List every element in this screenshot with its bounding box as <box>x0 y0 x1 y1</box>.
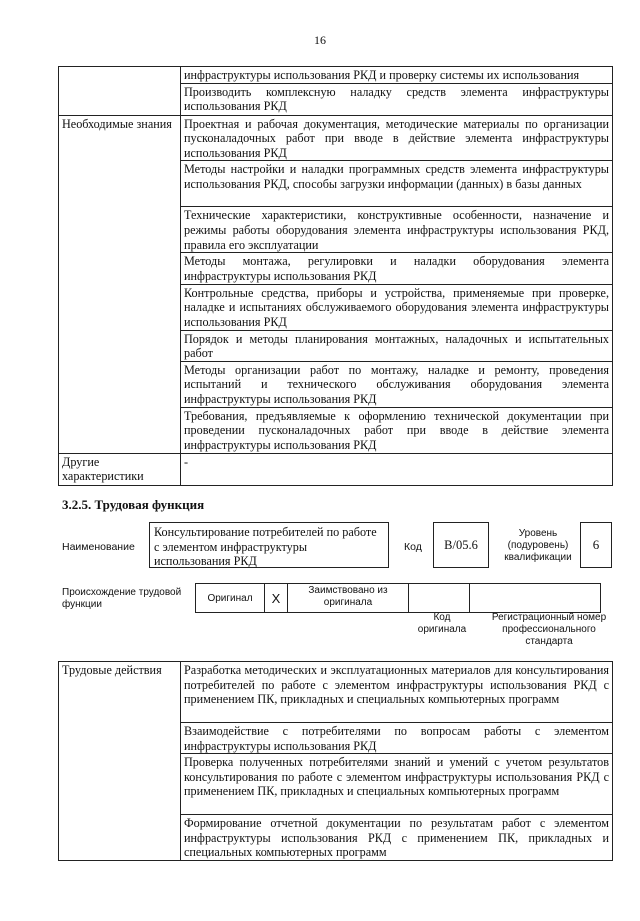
table-row <box>59 662 613 723</box>
row-text: Требования, предъявляемые к оформлению технической документации при проведении пусконаладочных работ при вводе в действие элемента инфраструктуры использования РКД <box>181 407 613 453</box>
row-text: Технические характеристики, конструктивные особенности, назначение и режимы работы оборудования элемента инфраструктуры использования РКД, правила его эксплуатации <box>181 207 613 253</box>
row-label-other: Другие характеристики <box>59 453 181 485</box>
level-value-box: 6 <box>580 522 612 568</box>
level-label: Уровень (подуровень) квалификации <box>504 528 572 563</box>
row-text: Методы монтажа, регулировки и наладки оборудования элемента инфраструктуры использования РКД <box>181 253 613 284</box>
row-label <box>59 67 181 116</box>
table-row <box>59 67 613 84</box>
function-name-box: Консультирование потребителей по работе с элементом инфраструктуры использования РКД <box>149 522 389 568</box>
labor-actions-table <box>58 661 613 861</box>
knowledge-table <box>58 66 613 486</box>
function-code-box: B/05.6 <box>433 522 489 568</box>
row-text: Проектная и рабочая документация, методические материалы по организации пусконаладочных работ при вводе в действие элемента инфраструктуры использования РКД <box>181 115 613 161</box>
reg-number-label: Регистрационный номер профессионального стандарта <box>491 612 607 647</box>
row-text: Порядок и методы планирования монтажных, наладочных и испытательных работ <box>181 330 613 361</box>
name-label: Наименование <box>62 541 135 553</box>
code-label: Код <box>404 541 422 553</box>
borrowed-label: Заимствовано из оригинала <box>288 584 409 613</box>
row-text: - <box>181 453 613 485</box>
table-row <box>59 115 613 161</box>
row-text: Контрольные средства, приборы и устройства, применяемые при проверке, наладке и испытаниях обслуживаемого оборудования элемента инфраструктуры использования РКД <box>181 284 613 330</box>
code-original-label: Код оригинала <box>417 612 467 635</box>
row-text: Методы настройки и наладки программных средств элемента инфраструктуры использования РКД, способы загрузки информации (данных) в базы данных <box>181 161 613 207</box>
row-text: Разработка методических и эксплуатационных материалов для консультирования потребителей по работе с элементом инфраструктуры использования РКД с применением ПК, прикладных и специальных компьютерных программ <box>181 662 613 723</box>
page-number: 16 <box>314 33 326 47</box>
row-text: инфраструктуры использования РКД и проверку системы их использования <box>181 67 613 84</box>
origin-label: Происхождение трудовой функции <box>62 587 182 610</box>
origin-table <box>195 583 601 613</box>
original-mark: X <box>265 584 288 613</box>
row-label-knowledge: Необходимые знания <box>59 115 181 453</box>
code-original-cell <box>409 584 470 613</box>
row-text: Формирование отчетной документации по результатам работ с элементом инфраструктуры использования РКД с применением ПК, прикладных и специальных компьютерных программ <box>181 815 613 861</box>
row-text: Проверка полученных потребителями знаний и умений с учетом результатов консультирования по работе с элементом инфраструктуры использования РКД с применением ПК, прикладных и специальных компьютерных программ <box>181 754 613 815</box>
original-label: Оригинал <box>196 584 265 613</box>
row-text: Взаимодействие с потребителями по вопросам работы с элементом инфраструктуры использования РКД <box>181 723 613 754</box>
reg-number-cell <box>470 584 601 613</box>
section-title: 3.2.5. Трудовая функция <box>62 497 205 512</box>
row-text: Методы организации работ по монтажу, наладке и ремонту, проведения испытаний и технического обслуживания оборудования элемента инфраструктуры использования РКД <box>181 361 613 407</box>
row-label-actions: Трудовые действия <box>59 662 181 861</box>
table-row <box>59 453 613 485</box>
row-text: Производить комплексную наладку средств элемента инфраструктуры использования РКД <box>181 83 613 115</box>
